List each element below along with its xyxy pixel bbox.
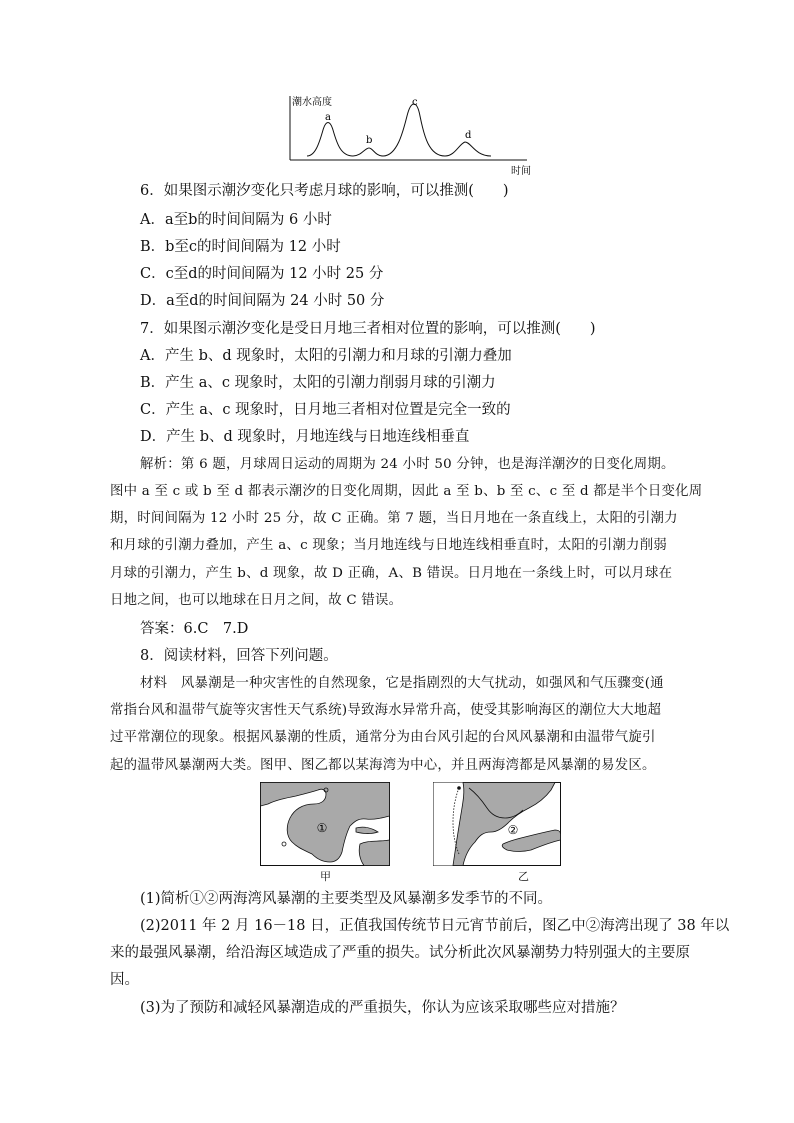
y-axis-label: 潮水高度 [292, 97, 332, 108]
q7-option-c: C．产生 a、c 现象时，日月地三者相对位置是完全一致的 [140, 402, 511, 418]
material-line-3: 过平常潮位的现象。根据风暴潮的性质，通常分为由台风引起的台风风暴潮和由温带气旋引 [110, 730, 656, 745]
map-jia-marker: ① [316, 821, 328, 835]
q7-option-b: B．产生 a、c 现象时，太阳的引潮力削弱月球的引潮力 [140, 375, 496, 391]
material-line-1: 材料 风暴潮是一种灾害性的自然现象，它是指剧烈的大气扰动，如强风和气压骤变(通 [140, 676, 664, 691]
q7-option-a: A．产生 b、d 现象时，太阳的引潮力和月球的引潮力叠加 [140, 348, 512, 364]
x-axis-label: 时间 [511, 166, 531, 176]
q6-option-a: A．a至b的时间间隔为 6 小时 [140, 212, 332, 228]
q8-sub3: (3)为了预防和减轻风暴潮造成的严重损失，你认为应该采取哪些应对措施？ [140, 1000, 625, 1016]
explanation-line-2: 图中 a 至 c 或 b 至 d 都表示潮汐的日变化周期，因此 a 至 b、b 至 c、c 至 d 都是半个日变化周 [110, 484, 703, 499]
tide-curve [307, 104, 491, 156]
explanation-line-5: 月球的引潮力，产生 b、d 现象，故 D 正确，A、B 错误。日月地在一条线上时，可以月球在 [110, 566, 673, 581]
q6-option-c: C．c至d的时间间隔为 12 小时 25 分 [140, 266, 384, 282]
map-jia-caption: 甲 [320, 870, 331, 883]
map-jia-land-bottom [359, 840, 389, 866]
explanation-line-1: 解析：第 6 题，月球周日运动的周期为 24 小时 50 分钟，也是海洋潮汐的日变化周期。 [140, 457, 675, 472]
q6-option-d: D．a至d的时间间隔为 24 小时 50 分 [140, 293, 385, 309]
q6-option-b: B．b至c的时间间隔为 12 小时 [140, 239, 341, 255]
peak-label-d: d [465, 130, 472, 141]
map-yi-marker: ② [507, 823, 519, 837]
explanation-line-6: 日地之间，也可以地球在日月之间，故 C 错误。 [110, 593, 403, 608]
map-yi [433, 782, 561, 866]
q8-sub2-line-1: (2)2011 年 2 月 16－18 日，正值我国传统节日元宵节前后，图乙中②海湾出现了 38 年以 [140, 918, 730, 934]
q6-stem: 6．如果图示潮汐变化只考虑月球的影响，可以推测( ) [140, 183, 509, 199]
peak-label-b: b [366, 135, 373, 146]
q8-sub2-line-2: 来的最强风暴潮，给沿海区域造成了严重的损失。试分析此次风暴潮势力特别强大的主要原 [110, 945, 690, 961]
peak-label-a: a [325, 112, 331, 123]
peak-label-c: c [412, 97, 418, 108]
q7-option-d: D．产生 b、d 现象时，月地连线与日地连线相垂直 [140, 429, 470, 445]
explanation-line-4: 和月球的引潮力叠加，产生 a、c 现象；当月地连线与日地连线相垂直时，太阳的引潮力削弱 [110, 538, 667, 553]
map-yi-caption: 乙 [518, 870, 529, 883]
map-yi-city-dot [457, 786, 461, 790]
tide-chart [285, 92, 535, 176]
q8-sub1: (1)简析①②两海湾风暴潮的主要类型及风暴潮多发季节的不同。 [140, 891, 553, 907]
answer: 答案：6.C 7.D [140, 621, 249, 637]
q8-sub2-line-3: 因。 [110, 972, 139, 988]
q8-stem: 8．阅读材料，回答下列问题。 [140, 648, 338, 664]
map-jia [260, 782, 390, 866]
material-line-2: 常指台风和温带气旋等灾害性天气系统)导致海水异常升高，使受其影响海区的潮位大大地超 [110, 703, 662, 718]
explanation-line-3: 期，时间间隔为 12 小时 25 分，故 C 正确。第 7 题，当日月地在一条直线上，太阳的引潮力 [110, 511, 678, 526]
material-line-4: 起的温带风暴潮两大类。图甲、图乙都以某海湾为中心，并且两海湾都是风暴潮的易发区。 [110, 758, 656, 773]
q7-stem: 7．如果图示潮汐变化是受日月地三者相对位置的影响，可以推测( ) [140, 321, 596, 337]
